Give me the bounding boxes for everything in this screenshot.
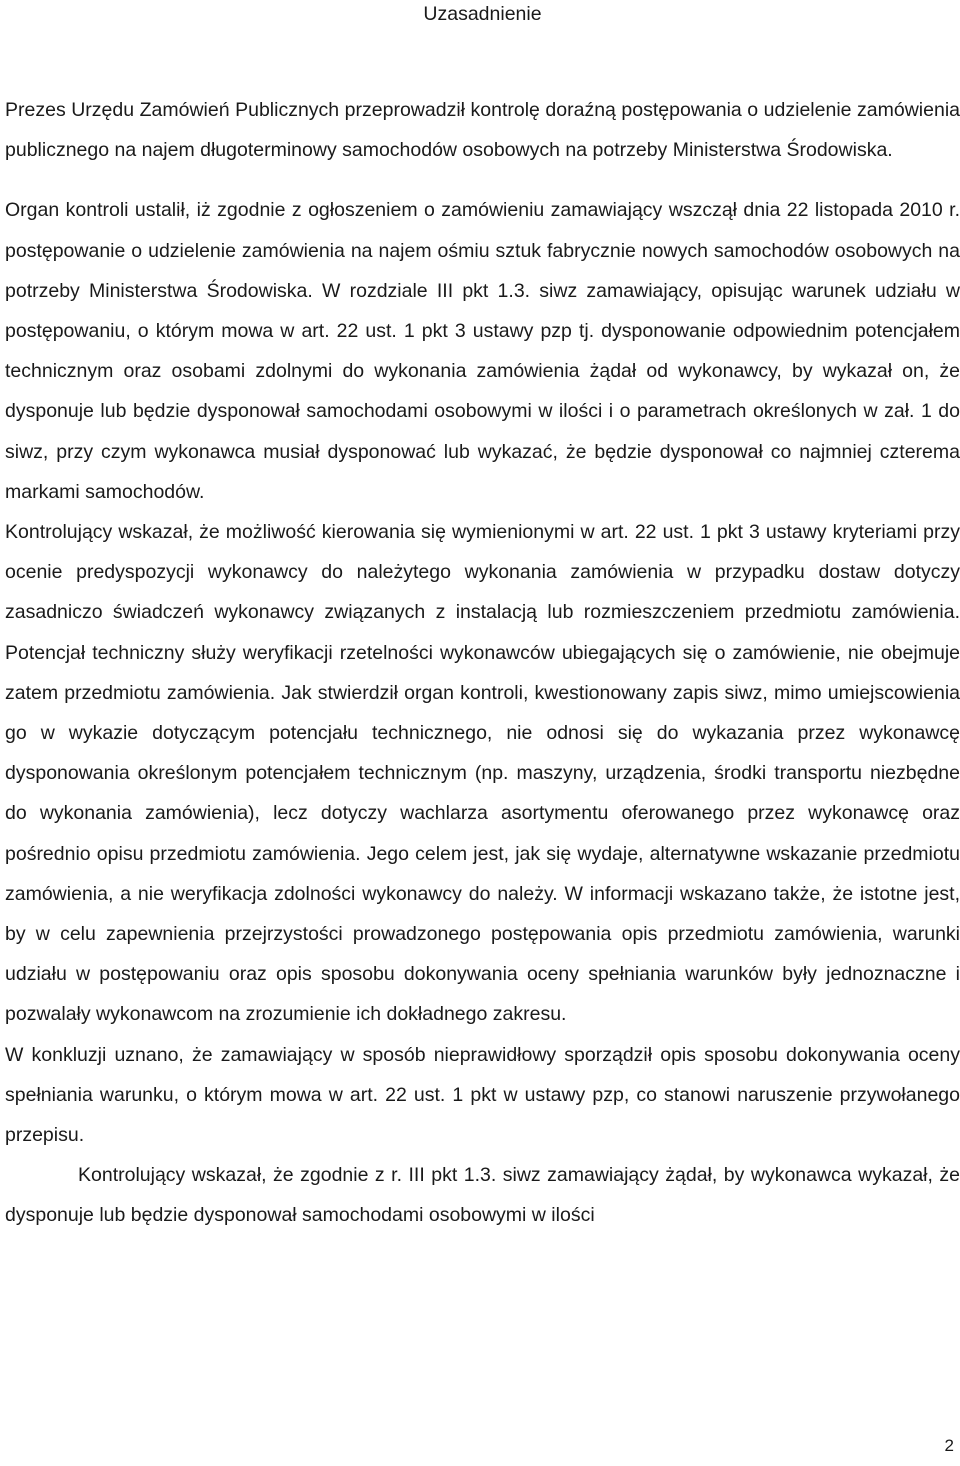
page-number: 2 (944, 1436, 954, 1455)
paragraph-findings: Organ kontroli ustalił, iż zgodnie z ogłoszeniem o zamówieniu zamawiający wszczął dnia 22 listopada 2010 r. postępowanie o udzielenie zamówienia na najem ośmiu sztuk fabrycznie nowych samochodów osobowych na potrzeby Ministerstwa Środowiska. W rozdziale III pkt 1.3. siwz zamawiający, opisując warunek udziału w postępowaniu, o którym mowa w art. 22 ust. 1 pkt 3 ustawy pzp tj. dysponowanie odpowiednim potencjałem technicznym oraz osobami zdolnymi do wykonania zamówienia żądał od wykonawcy, by wykazał on, że dysponuje lub będzie dysponował samochodami osobowymi w ilości i o parametrach określonych w zał. 1 do siwz, przy czym wykonawca musiał dysponować lub wykazać, że będzie dysponował co najmniej czterema markami samochodów. (5, 199, 960, 503)
title-spacer (5, 28, 960, 90)
document-title: Uzasadnienie (423, 3, 542, 25)
paragraph-intro: Prezes Urzędu Zamówień Publicznych przeprowadził kontrolę doraźną postępowania o udzielenie zamówienia publicznego na najem długoterminowy samochodów osobowych na potrzeby Ministerstwa Środowiska. (5, 99, 960, 162)
paragraph-continuation: Kontrolujący wskazał, że zgodnie z r. III pkt 1.3. siwz zamawiający żądał, by wykonawca wykazał, że dysponuje lub będzie dysponował samochodami osobowymi w ilości (5, 1164, 960, 1227)
paragraph-conclusion: W konkluzji uznano, że zamawiający w sposób nieprawidłowy sporządził opis sposobu dokonywania oceny spełniania warunku, o którym mowa w art. 22 ust. 1 pkt w ustawy pzp, co stanowi naruszenie przywołanego przepisu. (5, 1043, 960, 1147)
paragraph-controller-assessment: Kontrolujący wskazał, że możliwość kierowania się wymienionymi w art. 22 ust. 1 pkt 3 ustawy kryteriami przy ocenie predyspozycji wykonawcy do należytego wykonania zamówienia w przypadku dostaw dotyczy zasadniczo świadczeń wykonawcy związanych z instalacją lub rozmieszczeniem przedmiotu zamówienia. Potencjał techniczny służy weryfikacji rzetelności wykonawców ubiegających się o zamówienie, nie obejmuje zatem przedmiotu zamówienia. Jak stwierdził organ kontroli, kwestionowany zapis siwz, mimo umiejscowienia go w wykazie dotyczącym potencjału technicznego, nie odnosi się do wykazania przez wykonawcę dysponowania określonym potencjałem technicznym (np. maszyny, urządzenia, środki transportu niezbędne do wykonania zamówienia), lecz dotyczy wachlarza asortymentu oferowanego przez wykonawcę oraz pośrednio opisu przedmiotu zamówienia. Jego celem jest, jak się wydaje, alternatywne wskazanie przedmiotu zamówienia, a nie weryfikacja zdolności wykonawcy do należy. W informacji wskazano także, że istotne jest, by w celu zapewnienia przejrzystości prowadzonego postępowania opis przedmiotu zamówienia, warunki udziału w postępowaniu oraz opis sposobu dokonywania oceny spełniania warunków były jednoznaczne i pozwalały wykonawcom na zrozumienie ich dokładnego zakresu. (5, 521, 960, 1026)
document-page (5, 0, 960, 1236)
